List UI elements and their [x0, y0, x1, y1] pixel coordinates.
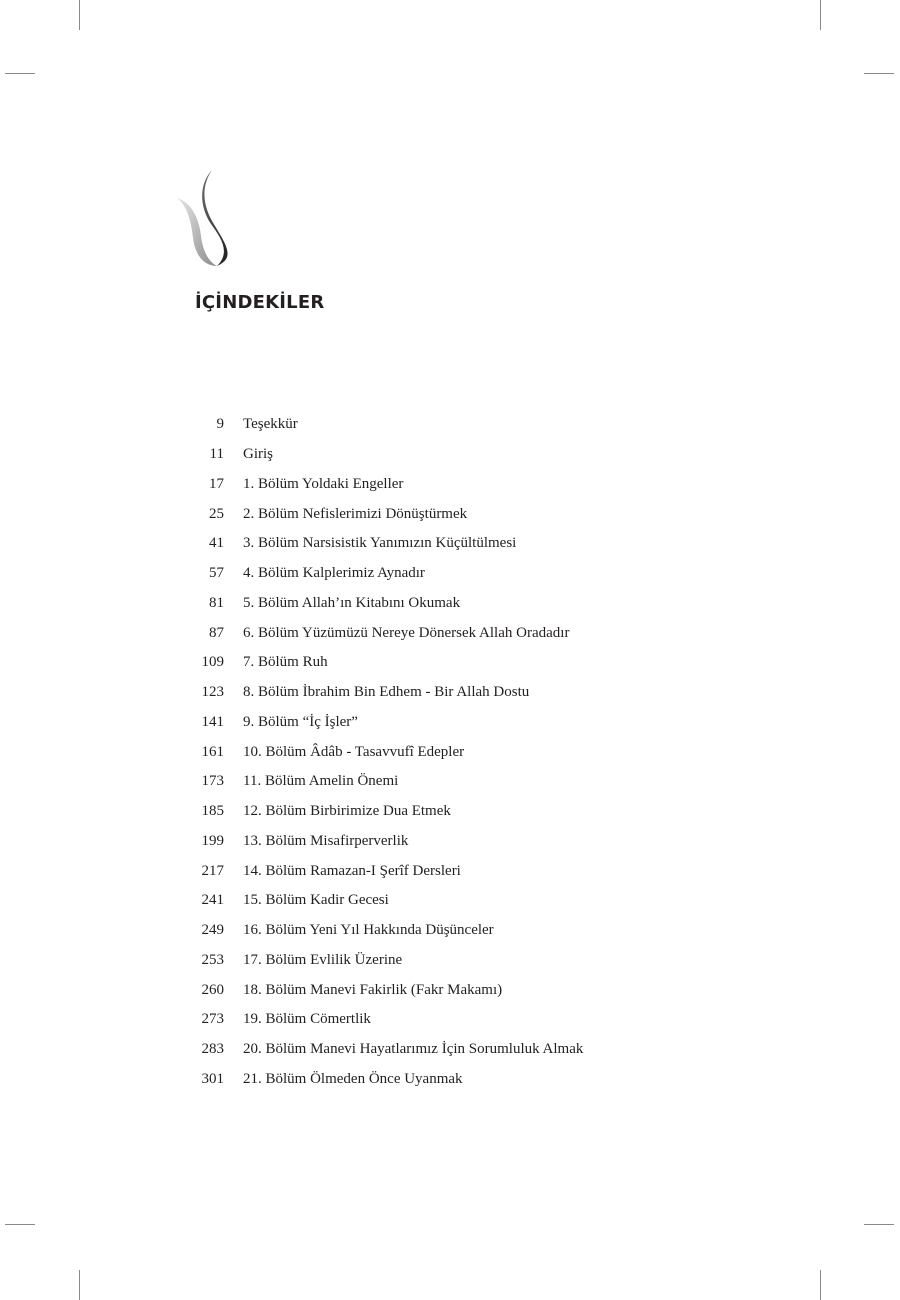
toc-chapter-title: Giriş [243, 446, 273, 463]
toc-page-number: 260 [201, 981, 224, 998]
toc-chapter-title: 21. Bölüm Ölmeden Önce Uyanmak [243, 1070, 463, 1087]
toc-row [190, 529, 583, 559]
toc-row [190, 856, 583, 886]
toc-row [190, 708, 583, 738]
toc-row [190, 737, 583, 767]
toc-page-number: 301 [201, 1070, 224, 1087]
toc-page-number: 249 [201, 922, 224, 939]
toc-page-number: 9 [216, 416, 224, 433]
toc-chapter-title: 15. Bölüm Kadir Gecesi [243, 892, 389, 909]
toc-chapter-title: 16. Bölüm Yeni Yıl Hakkında Düşünceler [243, 922, 494, 939]
toc-page-number: 87 [209, 624, 224, 641]
toc-chapter-title: 5. Bölüm Allah’ın Kitabını Okumak [243, 594, 461, 611]
toc-row [190, 589, 583, 619]
toc-row [190, 499, 583, 529]
toc-row [190, 975, 583, 1005]
table-of-contents [190, 410, 583, 1094]
toc-page-number: 217 [201, 862, 224, 879]
toc-row [190, 767, 583, 797]
toc-page-number: 273 [201, 1011, 224, 1028]
toc-page-number: 185 [201, 803, 224, 820]
toc-page-number: 173 [201, 773, 224, 790]
crop-mark-top-right [820, 0, 821, 30]
toc-row [190, 946, 583, 976]
toc-page-number: 25 [209, 505, 224, 522]
crop-mark-right-top [864, 73, 894, 74]
crop-mark-top-left [79, 0, 80, 30]
toc-page-number: 253 [201, 951, 224, 968]
toc-row [190, 440, 583, 470]
toc-chapter-title: 18. Bölüm Manevi Fakirlik (Fakr Makamı) [243, 981, 503, 998]
toc-row [190, 886, 583, 916]
toc-chapter-title: 12. Bölüm Birbirimize Dua Etmek [243, 803, 451, 820]
toc-chapter-title: 14. Bölüm Ramazan-I Şerîf Dersleri [243, 862, 461, 879]
toc-page-number: 109 [201, 654, 224, 671]
toc-row [190, 648, 583, 678]
toc-row [190, 410, 583, 440]
toc-page-number: 11 [209, 446, 224, 463]
toc-page-number: 141 [201, 713, 224, 730]
toc-chapter-title: 8. Bölüm İbrahim Bin Edhem - Bir Allah Dostu [243, 684, 530, 701]
toc-page-number: 161 [201, 743, 224, 760]
toc-row [190, 559, 583, 589]
toc-page-number: 199 [201, 832, 224, 849]
toc-page-number: 241 [201, 892, 224, 909]
toc-chapter-title: Teşekkür [243, 416, 298, 433]
toc-chapter-title: 1. Bölüm Yoldaki Engeller [243, 475, 404, 492]
toc-row [190, 618, 583, 648]
toc-row [190, 1035, 583, 1065]
toc-page-number: 283 [201, 1041, 224, 1058]
toc-page-number: 123 [201, 684, 224, 701]
toc-chapter-title: 19. Bölüm Cömertlik [243, 1011, 371, 1028]
toc-chapter-title: 6. Bölüm Yüzümüzü Nereye Dönersek Allah Oradadır [243, 624, 570, 641]
toc-chapter-title: 3. Bölüm Narsisistik Yanımızın Küçültülmesi [243, 535, 517, 552]
page-title: İÇİNDEKİLER [195, 292, 325, 313]
toc-chapter-title: 7. Bölüm Ruh [243, 654, 328, 671]
toc-page-number: 81 [209, 594, 224, 611]
crop-mark-bottom-left [79, 1270, 80, 1300]
toc-row [190, 916, 583, 946]
toc-chapter-title: 4. Bölüm Kalplerimiz Aynadır [243, 565, 425, 582]
toc-chapter-title: 20. Bölüm Manevi Hayatlarımız İçin Sorumluluk Almak [243, 1041, 584, 1058]
toc-chapter-title: 10. Bölüm Âdâb - Tasavvufî Edepler [243, 743, 465, 760]
toc-page-number: 41 [209, 535, 224, 552]
toc-page-number: 17 [209, 475, 224, 492]
crop-mark-bottom-right [820, 1270, 821, 1300]
toc-chapter-title: 9. Bölüm “İç İşler” [243, 713, 358, 730]
toc-row [190, 1005, 583, 1035]
tulip-flame-ornament-icon [175, 168, 245, 268]
crop-mark-left-bottom [5, 1224, 35, 1225]
toc-chapter-title: 13. Bölüm Misafirperverlik [243, 832, 409, 849]
toc-row [190, 827, 583, 857]
toc-row [190, 797, 583, 827]
crop-mark-left-top [5, 73, 35, 74]
crop-mark-right-bottom [864, 1224, 894, 1225]
toc-row [190, 678, 583, 708]
toc-page-number: 57 [209, 565, 224, 582]
toc-row [190, 1065, 583, 1095]
toc-chapter-title: 11. Bölüm Amelin Önemi [243, 773, 399, 790]
toc-chapter-title: 2. Bölüm Nefislerimizi Dönüştürmek [243, 505, 468, 522]
toc-chapter-title: 17. Bölüm Evlilik Üzerine [243, 951, 403, 968]
toc-row [190, 470, 583, 500]
